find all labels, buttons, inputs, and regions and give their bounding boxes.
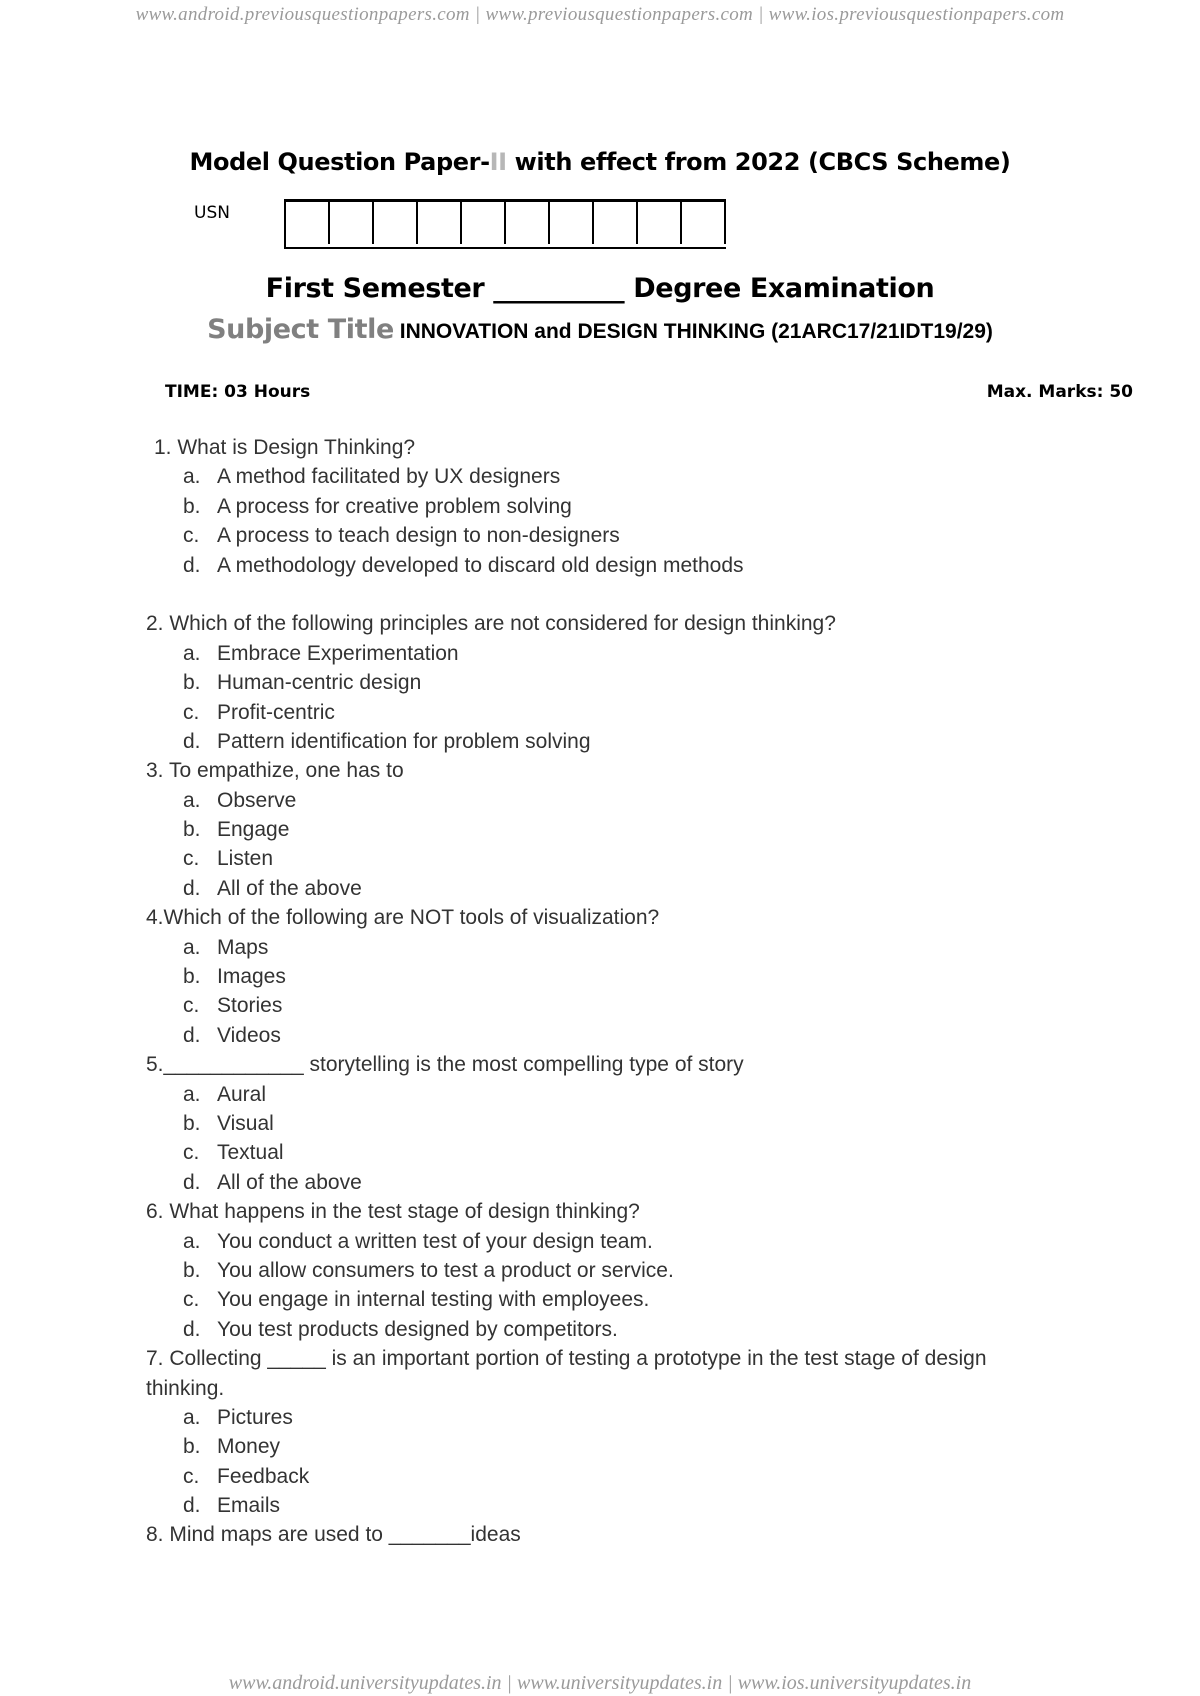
exam-line: First Semester __________ Degree Examination xyxy=(265,273,935,304)
subject-label: Subject Title xyxy=(207,314,394,345)
option-text: Images xyxy=(217,965,286,989)
option-text: Engage xyxy=(217,818,290,842)
paper-title-roman: II xyxy=(489,148,507,176)
usn-grid xyxy=(284,199,726,249)
option-letter: c. xyxy=(183,1464,200,1488)
option-letter: b. xyxy=(183,1111,201,1135)
option-text: All of the above xyxy=(217,1170,362,1194)
question-text: 8. Mind maps are used to _______ideas xyxy=(146,1523,521,1547)
option-item xyxy=(146,492,1066,521)
option-item xyxy=(146,1462,1066,1491)
option-text: You test products designed by competitors. xyxy=(217,1317,618,1341)
option-text: You engage in internal testing with employees. xyxy=(217,1288,650,1312)
option-item xyxy=(146,874,1066,903)
usn-box[interactable] xyxy=(682,202,726,244)
option-item xyxy=(146,551,1066,580)
option-letter: d. xyxy=(183,1494,201,1518)
question-text: 6. What happens in the test stage of design thinking? xyxy=(146,1200,640,1224)
option-item xyxy=(146,1168,1066,1197)
option-item xyxy=(146,844,1066,873)
option-item xyxy=(146,1021,1066,1050)
option-text: All of the above xyxy=(217,876,362,900)
option-text: Listen xyxy=(217,847,274,871)
option-text: Stories xyxy=(217,994,283,1018)
option-item xyxy=(146,1315,1066,1344)
question-text: 4.Which of the following are NOT tools of visualization? xyxy=(146,906,660,930)
option-letter: c. xyxy=(183,1141,200,1165)
paper-title-suffix: with effect from 2022 (CBCS Scheme) xyxy=(506,148,1011,176)
option-text: A process to teach design to non-designers xyxy=(217,524,620,548)
time-label: TIME: 03 Hours xyxy=(165,382,311,402)
question-text: 2. Which of the following principles are not considered for design thinking? xyxy=(146,612,836,636)
option-text: A process for creative problem solving xyxy=(217,494,572,518)
option-letter: b. xyxy=(183,818,201,842)
usn-box[interactable] xyxy=(374,202,418,244)
option-letter: d. xyxy=(183,1023,201,1047)
option-letter: a. xyxy=(183,641,201,665)
option-letter: b. xyxy=(183,494,201,518)
footer-watermark: www.android.universityupdates.in | www.universityupdates.in | www.ios.universityupdates.in xyxy=(228,1672,972,1694)
option-item xyxy=(146,1138,1066,1167)
option-letter: c. xyxy=(183,1288,200,1312)
option-text: Emails xyxy=(217,1494,281,1518)
option-letter: d. xyxy=(183,1170,201,1194)
question-text: 5.____________ storytelling is the most compelling type of story xyxy=(146,1053,744,1077)
usn-box[interactable] xyxy=(594,202,638,244)
option-text: Aural xyxy=(217,1082,267,1106)
option-letter: a. xyxy=(183,1229,201,1253)
option-letter: d. xyxy=(183,553,201,577)
option-item xyxy=(146,1256,1066,1285)
option-text: Pictures xyxy=(217,1405,293,1429)
option-item xyxy=(146,1227,1066,1256)
option-letter: d. xyxy=(183,876,201,900)
option-letter: b. xyxy=(183,1435,201,1459)
header-watermark: www.android.previousquestionpapers.com | www.previousquestionpapers.com | www.ios.previousquestionpapers.com xyxy=(135,4,1065,25)
option-text: You allow consumers to test a product or service. xyxy=(217,1258,674,1282)
option-letter: a. xyxy=(183,1082,201,1106)
option-letter: a. xyxy=(183,1405,201,1429)
option-item xyxy=(146,521,1066,550)
option-text: Videos xyxy=(217,1023,281,1047)
option-letter: d. xyxy=(183,1317,201,1341)
option-item xyxy=(146,1109,1066,1138)
option-item xyxy=(146,1080,1066,1109)
option-text: Observe xyxy=(217,788,297,812)
option-item xyxy=(146,991,1066,1020)
usn-box[interactable] xyxy=(330,202,374,244)
option-item xyxy=(146,786,1066,815)
option-text: Money xyxy=(217,1435,281,1459)
option-item xyxy=(146,1432,1066,1461)
usn-box[interactable] xyxy=(286,202,330,244)
option-letter: b. xyxy=(183,671,201,695)
question-text: 1. What is Design Thinking? xyxy=(154,436,416,459)
option-text: A methodology developed to discard old design methods xyxy=(217,553,744,577)
option-item xyxy=(146,698,1066,727)
option-letter: a. xyxy=(183,788,201,812)
usn-box[interactable] xyxy=(638,202,682,244)
usn-box[interactable] xyxy=(506,202,550,244)
paper-title-prefix: Model Question Paper- xyxy=(189,148,490,176)
usn-box[interactable] xyxy=(550,202,594,244)
usn-box[interactable] xyxy=(462,202,506,244)
paper-title xyxy=(0,148,1200,176)
usn-label: USN xyxy=(194,203,230,223)
option-item xyxy=(146,815,1066,844)
subject-name: INNOVATION and DESIGN THINKING (21ARC17/21IDT19/29) xyxy=(393,320,993,343)
question-text: thinking. xyxy=(146,1376,225,1400)
max-marks-label: Max. Marks: 50 xyxy=(986,382,1133,402)
usn-box[interactable] xyxy=(418,202,462,244)
option-letter: a. xyxy=(183,465,201,489)
option-letter: b. xyxy=(183,1258,201,1282)
option-text: Visual xyxy=(217,1111,274,1135)
option-letter: c. xyxy=(183,700,200,724)
option-letter: c. xyxy=(183,847,200,871)
option-item xyxy=(146,727,1066,756)
question-text: 7. Collecting _____ is an important portion of testing a prototype in the test stage of design xyxy=(146,1347,987,1371)
option-letter: a. xyxy=(183,935,201,959)
option-item xyxy=(146,668,1066,697)
option-item xyxy=(146,1403,1066,1432)
option-item xyxy=(146,962,1066,991)
option-letter: b. xyxy=(183,965,201,989)
option-letter: c. xyxy=(183,994,200,1018)
option-text: Maps xyxy=(217,935,269,959)
subject-line xyxy=(0,314,1200,345)
option-item xyxy=(146,1285,1066,1314)
spacer xyxy=(146,580,1066,609)
option-item xyxy=(146,639,1066,668)
option-letter: c. xyxy=(183,524,200,548)
option-text: Embrace Experimentation xyxy=(217,641,459,665)
question-text: 3. To empathize, one has to xyxy=(146,759,404,783)
option-text: Feedback xyxy=(217,1464,310,1488)
option-text: A method facilitated by UX designers xyxy=(217,465,561,489)
option-text: Textual xyxy=(217,1141,284,1165)
option-item xyxy=(146,1491,1066,1520)
option-text: Human-centric design xyxy=(217,671,422,695)
option-item xyxy=(146,933,1066,962)
option-text: You conduct a written test of your design team. xyxy=(217,1229,653,1253)
option-letter: d. xyxy=(183,729,201,753)
question-list xyxy=(146,433,1066,1550)
option-text: Pattern identification for problem solving xyxy=(217,729,591,753)
option-item xyxy=(146,462,1066,491)
option-text: Profit-centric xyxy=(217,700,335,724)
